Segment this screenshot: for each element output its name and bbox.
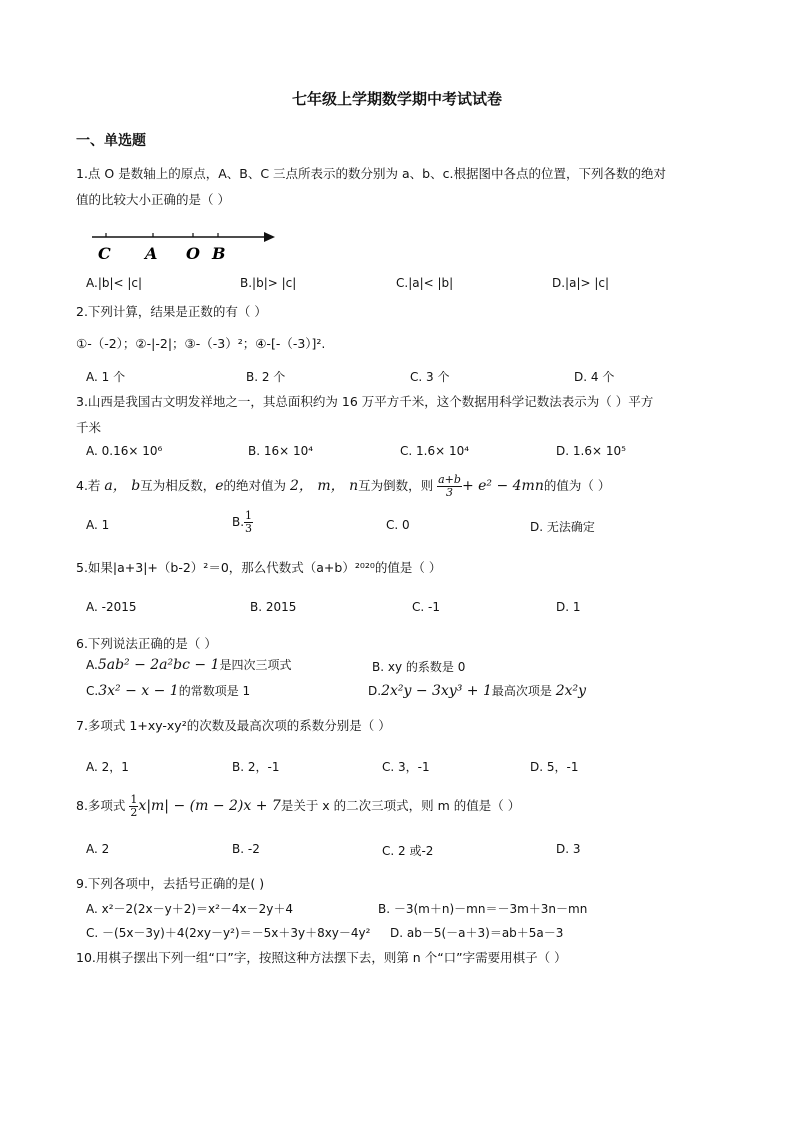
axis-label-o: O: [186, 244, 200, 263]
q9-option-c: C. －(5x－3y)＋4(2xy－y²)＝－5x＋3y＋8xy－4y²: [86, 926, 371, 940]
q1-line2: 值的比较大小正确的是（ ）: [76, 192, 230, 207]
q2-option-b: B. 2 个: [246, 370, 286, 384]
axis-label-c: C: [98, 244, 111, 263]
q3-option-d: D. 1.6× 10⁵: [556, 444, 626, 458]
q8-option-b: B. -2: [232, 842, 260, 856]
q1-line1: 1.点 O 是数轴上的原点，A、B、C 三点所表示的数分别为 a、b、c.根据图中各点的位置，下列各数的绝对: [76, 166, 666, 181]
q5-stem: 5.如果|a+3|+（b-2）²＝0，那么代数式（a+b）²⁰²⁰的值是（ ）: [76, 560, 442, 575]
q1-option-c: C.|a|< |b|: [396, 276, 454, 290]
q4-math-e: e: [215, 478, 224, 494]
q7-option-c: C. 3，-1: [382, 760, 430, 774]
q1-option-d: D.|a|> |c|: [552, 276, 610, 290]
q8-option-d: D. 3: [556, 842, 581, 856]
q6-option-b: B. xy 的系数是 0: [372, 660, 466, 674]
q8-option-c: C. 2 或-2: [382, 844, 434, 858]
q5-option-a: A. -2015: [86, 600, 137, 614]
q3-option-a: A. 0.16× 10⁶: [86, 444, 163, 458]
axis-label-b: B: [212, 244, 226, 263]
q2-option-a: A. 1 个: [86, 370, 126, 384]
q4-option-b: B. $\frac{1}{3}$: [232, 509, 253, 535]
q4-option-d: D. 无法确定: [530, 520, 595, 534]
page-title: 七年级上学期数学期中考试试卷: [291, 90, 502, 108]
q7-option-a: A. 2，1: [86, 760, 129, 774]
number-line-arrow: [264, 232, 275, 242]
q3-option-c: C. 1.6× 10⁴: [400, 444, 470, 458]
section-heading: 一、单选题: [76, 133, 146, 149]
q9-option-a: A. x²－2(2x－y＋2)＝x²－4x－2y＋4: [86, 902, 294, 916]
q1-option-a: A.|b|< |c|: [86, 276, 143, 290]
number-line-figure: [88, 222, 288, 266]
q7-stem: 7.多项式 1+xy-xy²的次数及最高次项的系数分别是（ ）: [76, 718, 391, 733]
q4-option-c: C. 0: [386, 518, 410, 532]
q4-math-ab: a， b: [104, 478, 141, 494]
axis-label-a: A: [145, 244, 158, 263]
q5-option-b: B. 2015: [250, 600, 297, 614]
q7-option-d: D. 5，-1: [530, 760, 579, 774]
q3-line2: 千米: [76, 420, 102, 435]
q4-stem: 4.若 a， b互为相反数，e的绝对值为 2， m， n互为倒数，则 $\frac{a+b}{3}$ + e² − 4mn的值为（ ）: [76, 473, 611, 499]
q4-math-tail: + e² − 4mn: [461, 478, 544, 494]
q9-option-d: D. ab－5(－a＋3)＝ab＋5a－3: [390, 926, 564, 940]
q5-option-d: D. 1: [556, 600, 581, 614]
q4-math-mn: 2， m， n: [290, 478, 359, 494]
q4-option-a: A. 1: [86, 518, 110, 532]
q2-expression: ①-（-2）；②-|-2|；③-（-3）²；④-[-（-3）]².: [76, 336, 326, 351]
q6-option-c: C.3x² − x − 1的常数项是 1: [86, 683, 251, 699]
q7-option-b: B. 2，-1: [232, 760, 280, 774]
q8-math: x|m| − (m − 2)x + 7: [138, 798, 281, 814]
q9-option-b: B. －3(m＋n)－mn＝－3m＋3n－mn: [378, 902, 588, 916]
q6-stem: 6.下列说法正确的是（ ）: [76, 636, 217, 651]
q8-option-a: A. 2: [86, 842, 110, 856]
q2-option-d: D. 4 个: [574, 370, 615, 384]
q4-fraction: $\frac{a+b}{3}$: [438, 473, 461, 499]
q6-option-a: A.5ab² − 2a²bc − 1是四次三项式: [86, 657, 292, 673]
q8-stem: 8.多项式 $\frac{1}{2}$ x|m| − (m − 2)x + 7是关于 x 的二次三项式，则 m 的值是（ ）: [76, 793, 521, 819]
q2-option-c: C. 3 个: [410, 370, 450, 384]
q8-fraction: $\frac{1}{2}$: [130, 793, 138, 819]
q3-line1: 3.山西是我国古文明发祥地之一，其总面积约为 16 万平方千米，这个数据用科学记数法表示为（ ）平方: [76, 394, 654, 409]
q5-option-c: C. -1: [412, 600, 440, 614]
q10-stem: 10.用棋子摆出下列一组“口”字，按照这种方法摆下去，则第 n 个“口”字需要用棋子（ ）: [76, 950, 567, 965]
q1-option-b: B.|b|> |c|: [240, 276, 297, 290]
q3-option-b: B. 16× 10⁴: [248, 444, 314, 458]
q6-option-d: D.2x²y − 3xy³ + 1最高次项是 2x²y: [368, 683, 587, 699]
q9-stem: 9.下列各项中，去括号正确的是( ): [76, 876, 265, 891]
q2-stem: 2.下列计算，结果是正数的有（ ）: [76, 304, 267, 319]
